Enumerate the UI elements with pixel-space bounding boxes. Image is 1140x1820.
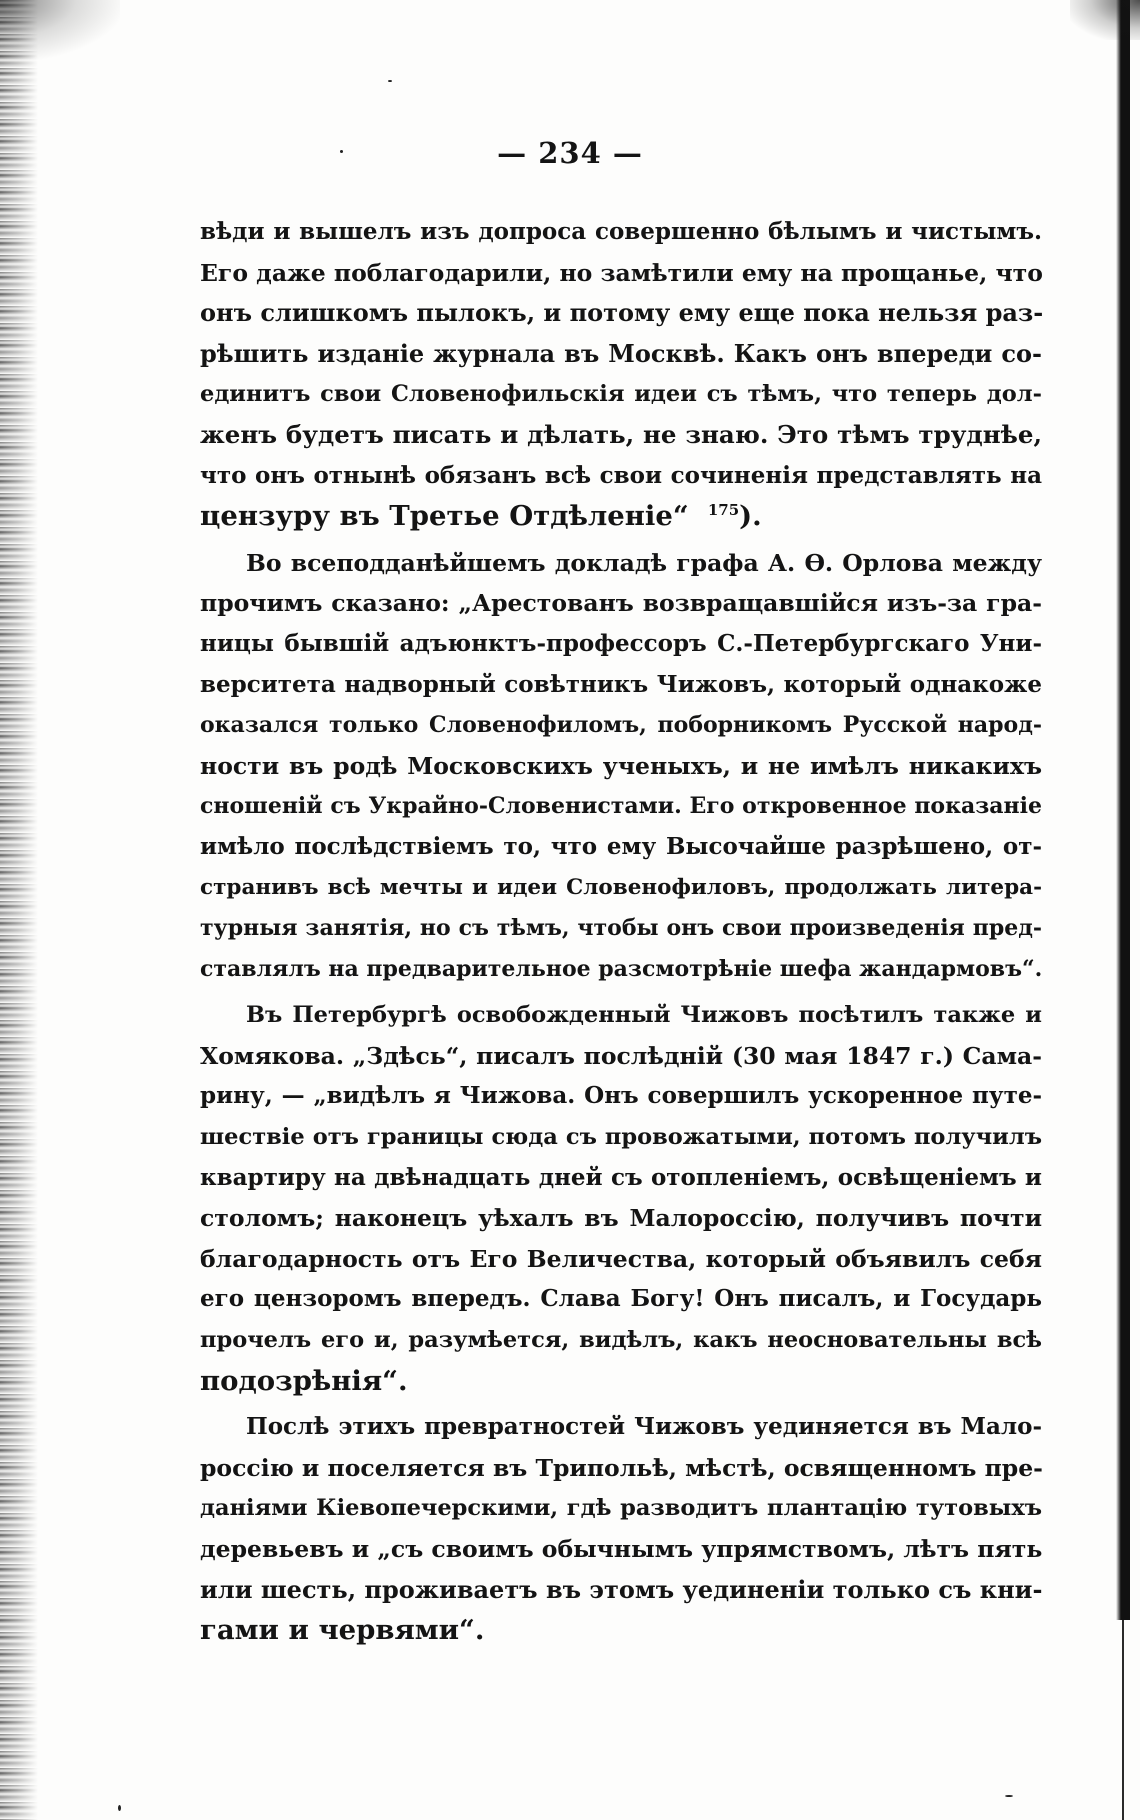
footnote-tail: ). <box>739 500 762 533</box>
text-line-content: рину, — „видѣлъ я Чижова. Онъ совершилъ ускоренное путе- <box>200 1082 1042 1110</box>
text-line <box>200 1610 1042 1651</box>
text-line-content: сношеній съ Украйно-Словенистами. Его откровенное показаніе <box>200 793 1042 820</box>
scan-edge-right-line <box>1122 1620 1124 1820</box>
spacer <box>689 500 708 532</box>
text-line <box>200 1361 1042 1402</box>
text-line <box>200 1529 1042 1570</box>
text-line <box>200 1320 1042 1361</box>
text-line-content: рѣшить изданіе журнала въ Москвѣ. Какъ онъ впереди со- <box>200 338 1042 368</box>
text-line <box>200 293 1042 334</box>
text-line <box>200 334 1042 375</box>
text-line-content: ставлялъ на предварительное разсмотрѣніе шефа жандармовъ“. <box>200 955 1043 982</box>
text-line <box>200 1570 1042 1611</box>
text-line <box>200 624 1042 665</box>
text-line-content: онъ слишкомъ пылокъ, и потому ему еще пока нельзя раз- <box>200 298 1044 328</box>
text-line-content: деревьевъ и „съ своимъ обычнымъ упрямствомъ, лѣтъ пять <box>200 1535 1043 1563</box>
text-line <box>200 746 1042 787</box>
text-line <box>200 253 1042 294</box>
text-line-content: благодарность отъ Его Величества, который объявилъ себя <box>200 1244 1042 1273</box>
text-line-content: гами и червями“. <box>200 1614 485 1647</box>
text-line <box>200 1279 1042 1320</box>
text-line-content: что онъ отнынѣ обязанъ всѣ свои сочиненія представлять на <box>200 461 1042 489</box>
paragraph <box>200 1407 1042 1651</box>
text-line <box>200 1036 1042 1077</box>
scan-edge-right-top <box>1070 0 1140 40</box>
text-line-content: шествіе отъ границы сюда съ провожатыми, потомъ получилъ <box>200 1124 1042 1151</box>
text-line <box>200 1448 1042 1489</box>
text-line <box>200 1117 1042 1158</box>
text-line <box>200 868 1042 909</box>
text-line-content: странивъ всѣ мечты и идеи Словенофиловъ, продолжать литера- <box>200 874 1042 900</box>
footnote-reference: 175 <box>707 501 740 519</box>
scan-speck <box>118 1805 121 1811</box>
text-line <box>200 995 1042 1036</box>
text-line <box>200 908 1042 949</box>
text-line-content: его цензоромъ впередъ. Слава Богу! Онъ писалъ, и Государь <box>200 1285 1042 1313</box>
text-line <box>200 705 1042 746</box>
text-line-content: оказался только Словенофиломъ, поборникомъ Русской народ- <box>200 712 1042 739</box>
text-line-content: женъ будетъ писать и дѣлать, не знаю. Это тѣмъ труднѣе, <box>200 419 1042 449</box>
text-line <box>200 456 1042 497</box>
text-line <box>200 1158 1042 1199</box>
text-line <box>200 1407 1042 1448</box>
text-line-content: Его даже поблагодарили, но замѣтили ему на прощанье, что <box>200 258 1043 287</box>
text-line-content: подозрѣнія“. <box>200 1364 408 1397</box>
text-line <box>200 1076 1042 1117</box>
text-line <box>200 583 1042 624</box>
text-line-content: даніями Кіевопечерскими, гдѣ разводитъ плантацію тутовыхъ <box>200 1495 1042 1522</box>
text-line-content: вѣди и вышелъ изъ допроса совершенно бѣлымъ и чистымъ. <box>200 218 1042 245</box>
text-line-content: ницы бывшій адъюнктъ-профессоръ С.-Петербургскаго Уни- <box>200 629 1042 657</box>
text-line <box>200 496 1042 537</box>
text-line-content: квартиру на двѣнадцать дней съ отопленіемъ, освѣщеніемъ и <box>200 1163 1042 1191</box>
paragraph <box>200 212 1042 537</box>
text-line <box>200 415 1042 456</box>
text-line-content: прочимъ сказано: „Арестованъ возвращавшійся изъ-за гра- <box>200 589 1042 618</box>
text-line-content: Во всеподданѣйшемъ докладѣ графа А. Ѳ. Орлова между <box>246 548 1042 577</box>
text-line <box>200 374 1042 415</box>
text-line-content: Въ Петербургѣ освобожденный Чижовъ посѣтилъ также и <box>246 1002 1042 1029</box>
paragraph <box>200 543 1042 990</box>
text-line-content: единитъ свои Словенофильскія идеи съ тѣмъ, что теперь дол- <box>200 381 1042 408</box>
text-line <box>200 665 1042 706</box>
scan-edge-right <box>1116 0 1130 1620</box>
scan-speck <box>388 80 392 82</box>
text-line-content: ности въ родѣ Московскихъ ученыхъ, и не имѣлъ никакихъ <box>200 751 1042 780</box>
text-line-content: или шесть, проживаетъ въ этомъ уединеніи только съ кни- <box>200 1574 1043 1604</box>
text-line-content: Послѣ этихъ превратностей Чижовъ уединяется въ Мало- <box>246 1413 1042 1441</box>
text-line <box>200 786 1042 827</box>
text-line <box>200 1488 1042 1529</box>
scan-speck <box>1005 1795 1013 1797</box>
text-line-content: россію и поселяется въ Трипольѣ, мѣстѣ, освященномъ пре- <box>200 1453 1043 1482</box>
text-line <box>200 827 1042 868</box>
scan-edge-left <box>0 0 38 1820</box>
text-line-content: турныя занятія, но съ тѣмъ, чтобы онъ свои произведенія пред- <box>200 915 1042 942</box>
text-line-content: цензуру въ Третье Отдѣленіе“ <box>200 500 689 533</box>
text-line-content: столомъ; наконецъ уѣхалъ въ Малороссію, получивъ почти <box>200 1204 1042 1233</box>
text-line <box>200 212 1042 253</box>
text-line-content: верситета надворный совѣтникъ Чижовъ, который однакоже <box>200 670 1042 698</box>
text-line <box>200 1239 1042 1280</box>
body-text <box>200 212 1042 1651</box>
scan-edge-top <box>0 0 120 60</box>
text-line <box>200 1198 1042 1239</box>
text-line <box>200 543 1042 584</box>
text-line-content: имѣло послѣдствіемъ то, что ему Высочайше разрѣшено, от- <box>200 832 1042 860</box>
text-line <box>200 949 1042 990</box>
page-number: — 234 — <box>497 136 643 170</box>
paragraph <box>200 995 1042 1401</box>
text-line-content: прочелъ его и, разумѣется, видѣлъ, какъ неосновательны всѣ <box>200 1327 1042 1354</box>
text-line-content: Хомякова. „Здѣсь“, писалъ послѣдній (30 мая 1847 г.) Сама- <box>200 1041 1042 1070</box>
